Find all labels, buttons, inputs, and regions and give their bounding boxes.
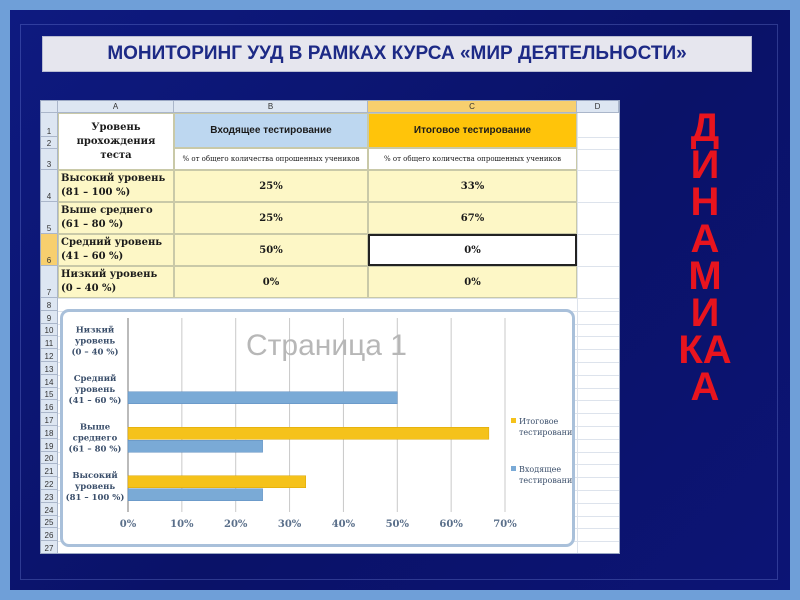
- grid-col-line: [577, 113, 578, 553]
- y-category-label: Выше: [79, 422, 111, 433]
- level-name: Средний уровень: [61, 237, 163, 248]
- level-name: Высокий уровень: [61, 173, 166, 184]
- row-header: 17: [41, 413, 58, 426]
- y-category-label: (41 – 60 %): [68, 395, 122, 406]
- final-value-cell: [368, 170, 577, 202]
- row-header: 9: [41, 311, 58, 324]
- incoming-value-cell: [174, 266, 368, 298]
- row-header: 24: [41, 503, 58, 516]
- x-tick-label: 0%: [119, 519, 137, 530]
- level-range: (0 – 40 %): [61, 283, 117, 294]
- row-header: 18: [41, 426, 58, 439]
- x-tick-label: 70%: [493, 519, 517, 530]
- final-value: 0%: [464, 244, 481, 256]
- header-incoming-cell: [174, 113, 368, 148]
- x-tick-label: 50%: [385, 519, 409, 530]
- vertical-word-letter: И: [690, 291, 720, 335]
- row-header: 16: [41, 400, 58, 413]
- row-header: 15: [41, 388, 58, 401]
- page-watermark: Страница 1: [246, 329, 407, 362]
- slide-title: МОНИТОРИНГ УУД В РАМКАХ КУРСА «МИР ДЕЯТЕЛЬНОСТИ»: [107, 43, 687, 64]
- row-header: 2: [41, 137, 58, 149]
- slide-title-box: [42, 36, 752, 72]
- y-category-label: Средний: [73, 373, 117, 384]
- final-value: 67%: [460, 212, 485, 224]
- bar-incoming: [128, 392, 397, 404]
- level-range: (41 – 60 %): [61, 251, 124, 262]
- level-range: (61 – 80 %): [61, 219, 124, 230]
- header-final-label: Итоговое тестирование: [413, 125, 532, 136]
- legend-label: Итоговое: [519, 417, 559, 426]
- vertical-word: [675, 106, 735, 409]
- level-cell-above-average: [58, 202, 174, 234]
- final-value-cell: [368, 266, 577, 298]
- y-category-label: уровень: [74, 481, 116, 492]
- incoming-value: 0%: [262, 276, 280, 288]
- incoming-value: 25%: [259, 180, 283, 192]
- bar-incoming: [128, 489, 263, 501]
- row-header: 4: [41, 170, 58, 202]
- vertical-word-letter: А: [690, 217, 720, 261]
- selected-final-value-cell[interactable]: [368, 234, 577, 266]
- header-level-cell: [58, 113, 174, 170]
- incoming-value-cell: [174, 234, 368, 266]
- vertical-word-letter: И: [690, 143, 720, 187]
- x-tick-label: 60%: [439, 519, 463, 530]
- column-header-c: C: [368, 101, 577, 113]
- level-name: Низкий уровень: [61, 269, 158, 280]
- row-header: 14: [41, 375, 58, 388]
- final-value-cell: [368, 202, 577, 234]
- row-header: 13: [41, 362, 58, 375]
- vertical-word-letter: А: [690, 365, 720, 409]
- y-category-label: уровень: [74, 336, 116, 347]
- legend-label: тестирование: [519, 476, 572, 485]
- bar-final: [128, 427, 489, 439]
- y-category-label: (81 – 100 %): [65, 492, 125, 503]
- row-header: 25: [41, 516, 58, 529]
- incoming-value-cell: [174, 202, 368, 234]
- incoming-value-cell: [174, 170, 368, 202]
- level-range: (81 – 100 %): [61, 187, 131, 198]
- x-tick-label: 40%: [331, 519, 356, 530]
- row-header: 22: [41, 477, 58, 490]
- header-level-label: Уровень прохождения теста: [76, 121, 156, 161]
- row-header: 23: [41, 490, 58, 503]
- row-header: 20: [41, 452, 58, 465]
- row-header: 21: [41, 464, 58, 477]
- bar-incoming: [128, 440, 263, 452]
- y-category-label: среднего: [72, 433, 118, 444]
- row-header: 8: [41, 298, 58, 311]
- header-final-cell: [368, 113, 577, 148]
- row-header: 26: [41, 528, 58, 541]
- vertical-word-letter: Н: [690, 180, 720, 224]
- percent-note-final: % от общего количества опрошенных учеников: [383, 155, 562, 163]
- row-header: 6: [41, 234, 58, 266]
- y-category-label: Высокий: [72, 470, 118, 481]
- x-tick-label: 30%: [277, 519, 302, 530]
- bar-final: [128, 476, 306, 488]
- percent-note-incoming-cell: [174, 148, 368, 170]
- row-header: 10: [41, 324, 58, 337]
- row-header: 5: [41, 202, 58, 234]
- column-header-b: B: [174, 101, 368, 113]
- column-header-d: D: [577, 101, 619, 113]
- y-category-label: уровень: [74, 384, 116, 395]
- spreadsheet-image: [40, 100, 620, 554]
- legend-label: тестирование: [519, 428, 572, 437]
- incoming-value: 25%: [259, 212, 283, 224]
- vertical-word-letter: Д: [690, 106, 720, 150]
- percent-note-incoming: % от общего количества опрошенных учеников: [182, 155, 360, 163]
- legend-swatch: [511, 466, 516, 471]
- row-header: 1: [41, 113, 58, 137]
- column-header-a: A: [58, 101, 174, 113]
- row-header: 12: [41, 349, 58, 362]
- vertical-word-letter: КА: [678, 328, 732, 372]
- level-cell-low: [58, 266, 174, 298]
- row-header: 3: [41, 149, 58, 170]
- level-cell-average: [58, 234, 174, 266]
- final-value: 0%: [464, 276, 481, 288]
- row-header: 27: [41, 541, 58, 554]
- y-category-label: (0 – 40 %): [71, 347, 119, 358]
- incoming-value: 50%: [259, 244, 283, 256]
- row-header: 7: [41, 266, 58, 298]
- final-value: 33%: [460, 180, 485, 192]
- level-cell-high: [58, 170, 174, 202]
- corner-cell: [41, 101, 58, 113]
- row-header: 19: [41, 439, 58, 452]
- header-incoming-label: Входящее тестирование: [210, 125, 332, 136]
- y-category-label: (61 – 80 %): [68, 444, 122, 455]
- level-name: Выше среднего: [61, 205, 153, 216]
- vertical-word-letter: М: [688, 254, 722, 298]
- x-tick-label: 20%: [224, 519, 248, 530]
- legend-label: Входящее: [519, 465, 562, 474]
- y-category-label: Низкий: [75, 325, 115, 336]
- grid-row-line: [58, 298, 619, 299]
- percent-note-final-cell: [368, 148, 577, 170]
- legend-swatch: [511, 418, 516, 423]
- row-header: 11: [41, 336, 58, 349]
- x-tick-label: 10%: [170, 519, 194, 530]
